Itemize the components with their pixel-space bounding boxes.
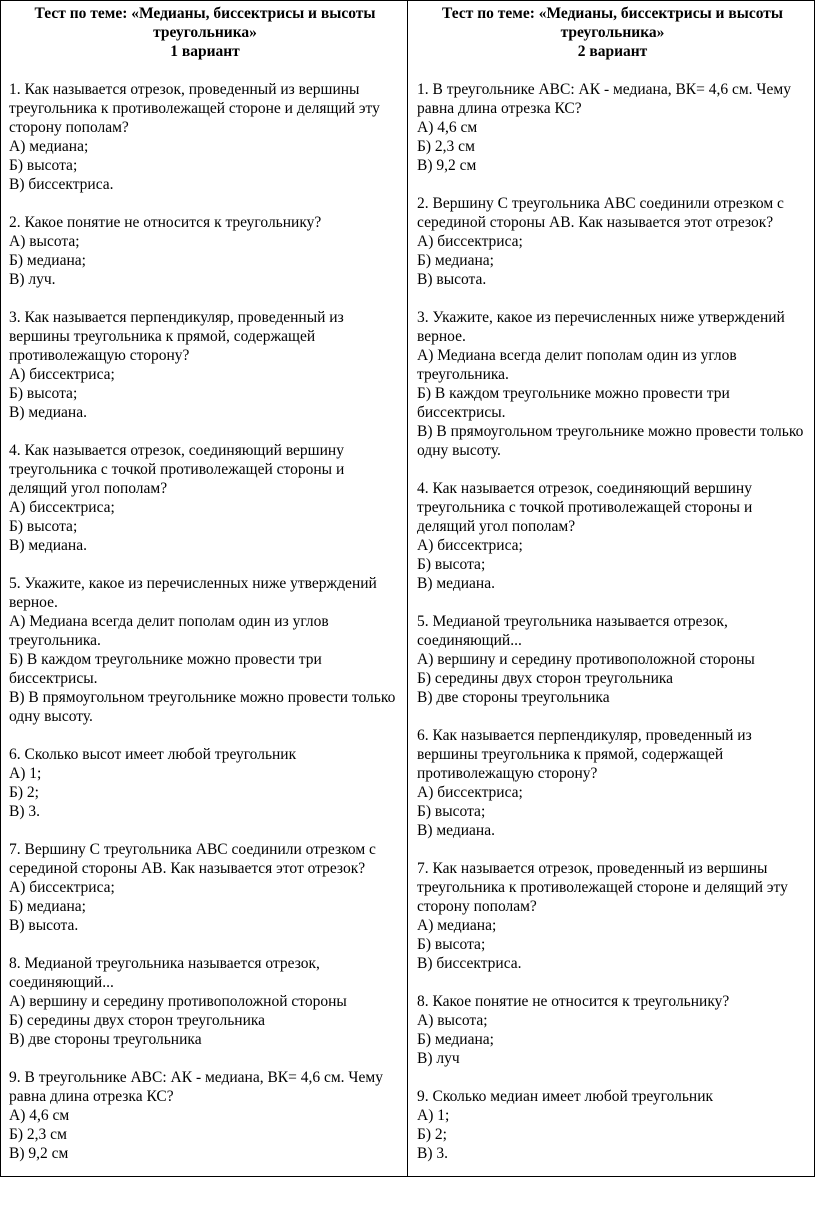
- answer-option: Б) середины двух сторон треугольника: [417, 670, 674, 687]
- variant-1-title-line-2: треугольника»: [153, 24, 257, 41]
- answer-option: В) 9,2 см: [417, 157, 477, 174]
- question-text: 6. Сколько высот имеет любой треугольник: [9, 746, 297, 763]
- variant-2-label: 2 вариант: [577, 43, 648, 60]
- answer-option: В) две стороны треугольника: [9, 1031, 202, 1048]
- answer-option: А) медиана;: [9, 138, 89, 155]
- variant-2-column: [408, 1, 815, 1176]
- answer-option: А) 1;: [417, 1107, 450, 1124]
- answer-option: В) медиана.: [9, 404, 87, 421]
- question-item: [417, 612, 808, 707]
- variant-1-column: [0, 1, 408, 1176]
- answer-option: Б) высота;: [9, 518, 78, 535]
- answer-option: Б) высота;: [417, 936, 486, 953]
- answer-option: А) высота;: [417, 1012, 488, 1029]
- question-item: [417, 992, 808, 1068]
- answer-option: Б) В каждом треугольнике можно провести три биссектрисы.: [417, 385, 730, 421]
- variant-1-label: 1 вариант: [170, 43, 240, 60]
- question-item: [417, 194, 808, 289]
- question-item: [417, 1087, 808, 1163]
- answer-option: В) медиана.: [9, 537, 87, 554]
- question-text: 8. Какое понятие не относится к треугольнику?: [417, 993, 730, 1010]
- question-item: [417, 479, 808, 593]
- answer-option: А) 4,6 см: [417, 119, 478, 136]
- question-item: [9, 308, 401, 422]
- answer-option: А) вершину и середину противоположной стороны: [417, 651, 755, 668]
- answer-option: Б) высота;: [417, 556, 486, 573]
- answer-option: Б) В каждом треугольнике можно провести три биссектрисы.: [9, 651, 322, 687]
- answer-option: А) 4,6 см: [9, 1107, 70, 1124]
- answer-option: В) медиана.: [417, 822, 495, 839]
- answer-option: А) Медиана всегда делит пополам один из углов треугольника.: [417, 347, 737, 383]
- answer-option: В) биссектриса.: [9, 176, 114, 193]
- answer-option: Б) высота;: [417, 803, 486, 820]
- answer-option: А) медиана;: [417, 917, 497, 934]
- answer-option: В) луч.: [9, 271, 56, 288]
- answer-option: А) биссектриса;: [9, 366, 115, 383]
- answer-option: В) В прямоугольном треугольнике можно провести только одну высоту.: [9, 689, 396, 725]
- answer-option: А) вершину и середину противоположной стороны: [9, 993, 347, 1010]
- answer-option: В) луч: [417, 1050, 460, 1067]
- question-text: 9. В треугольнике АВС: АК - медиана, ВК= 4,6 см. Чему равна длина отрезка КС?: [9, 1069, 383, 1105]
- answer-option: Б) медиана;: [417, 252, 494, 269]
- variant-2-header: [417, 4, 808, 61]
- question-text: 5. Медианой треугольника называется отрезок, соединяющий...: [417, 613, 728, 649]
- variant-1-header: [9, 4, 401, 61]
- question-text: 7. Вершину С треугольника АВС соединили отрезком с серединой стороны АВ. Как называется этот отрезок?: [9, 841, 376, 877]
- answer-option: А) 1;: [9, 765, 42, 782]
- answer-option: Б) 2,3 см: [417, 138, 475, 155]
- question-item: [9, 840, 401, 935]
- answer-option: Б) 2;: [417, 1126, 447, 1143]
- question-item: [417, 80, 808, 175]
- answer-option: Б) 2,3 см: [9, 1126, 67, 1143]
- answer-option: Б) середины двух сторон треугольника: [9, 1012, 266, 1029]
- answer-option: А) высота;: [9, 233, 80, 250]
- answer-option: В) 9,2 см: [9, 1145, 69, 1162]
- variant-1-title-line-1: Тест по теме: «Медианы, биссектрисы и высоты: [34, 5, 376, 22]
- question-text: 3. Как называется перпендикуляр, проведенный из вершины треугольника к прямой, содержащей противолежащую сторону?: [9, 309, 344, 364]
- question-text: 1. Как называется отрезок, проведенный из вершины треугольника к противолежащей стороне и делящий эту сторону пополам?: [9, 81, 380, 136]
- question-text: 4. Как называется отрезок, соединяющий вершину треугольника с точкой противолежащей стороны и делящий угол пополам?: [9, 442, 345, 497]
- question-text: 6. Как называется перпендикуляр, проведенный из вершины треугольника к прямой, содержащей противолежащую сторону?: [417, 727, 752, 782]
- question-item: [417, 726, 808, 840]
- question-item: [9, 1068, 401, 1163]
- question-item: [9, 954, 401, 1049]
- answer-option: В) медиана.: [417, 575, 495, 592]
- variant-2-title-line-1: Тест по теме: «Медианы, биссектрисы и высоты: [442, 5, 783, 22]
- question-item: [9, 213, 401, 289]
- answer-option: В) 3.: [9, 803, 40, 820]
- question-item: [417, 859, 808, 973]
- variant-1-questions: [9, 80, 401, 1163]
- answer-option: В) 3.: [417, 1145, 448, 1162]
- answer-option: В) высота.: [417, 271, 487, 288]
- question-item: [9, 441, 401, 555]
- question-item: [9, 574, 401, 726]
- question-text: 7. Как называется отрезок, проведенный из вершины треугольника к противолежащей стороне и делящий эту сторону пополам?: [417, 860, 788, 915]
- variant-2-title-line-2: треугольника»: [560, 24, 665, 41]
- answer-option: А) Медиана всегда делит пополам один из углов треугольника.: [9, 613, 329, 649]
- answer-option: В) две стороны треугольника: [417, 689, 610, 706]
- question-text: 2. Вершину С треугольника АВС соединили отрезком с серединой стороны АВ. Как называется этот отрезок?: [417, 195, 784, 231]
- question-text: 4. Как называется отрезок, соединяющий вершину треугольника с точкой противолежащей стороны и делящий угол пополам?: [417, 480, 753, 535]
- question-item: [9, 745, 401, 821]
- answer-option: В) биссектриса.: [417, 955, 522, 972]
- answer-option: Б) медиана;: [9, 898, 86, 915]
- answer-option: В) высота.: [9, 917, 79, 934]
- answer-option: А) биссектриса;: [417, 233, 523, 250]
- answer-option: Б) высота;: [9, 157, 78, 174]
- variant-2-questions: [417, 80, 808, 1163]
- answer-option: Б) медиана;: [417, 1031, 494, 1048]
- question-text: 5. Укажите, какое из перечисленных ниже утверждений верное.: [9, 575, 377, 611]
- question-text: 1. В треугольнике АВС: АК - медиана, ВК= 4,6 см. Чему равна длина отрезка КС?: [417, 81, 791, 117]
- answer-option: Б) медиана;: [9, 252, 86, 269]
- answer-option: А) биссектриса;: [417, 784, 523, 801]
- question-text: 9. Сколько медиан имеет любой треугольник: [417, 1088, 714, 1105]
- question-text: 3. Укажите, какое из перечисленных ниже утверждений верное.: [417, 309, 785, 345]
- answer-option: Б) 2;: [9, 784, 39, 801]
- question-item: [9, 80, 401, 194]
- answer-option: А) биссектриса;: [9, 499, 115, 516]
- question-item: [417, 308, 808, 460]
- question-text: 2. Какое понятие не относится к треугольнику?: [9, 214, 322, 231]
- answer-option: А) биссектриса;: [9, 879, 115, 896]
- answer-option: В) В прямоугольном треугольнике можно провести только одну высоту.: [417, 423, 804, 459]
- question-text: 8. Медианой треугольника называется отрезок, соединяющий...: [9, 955, 320, 991]
- answer-option: Б) высота;: [9, 385, 78, 402]
- answer-option: А) биссектриса;: [417, 537, 523, 554]
